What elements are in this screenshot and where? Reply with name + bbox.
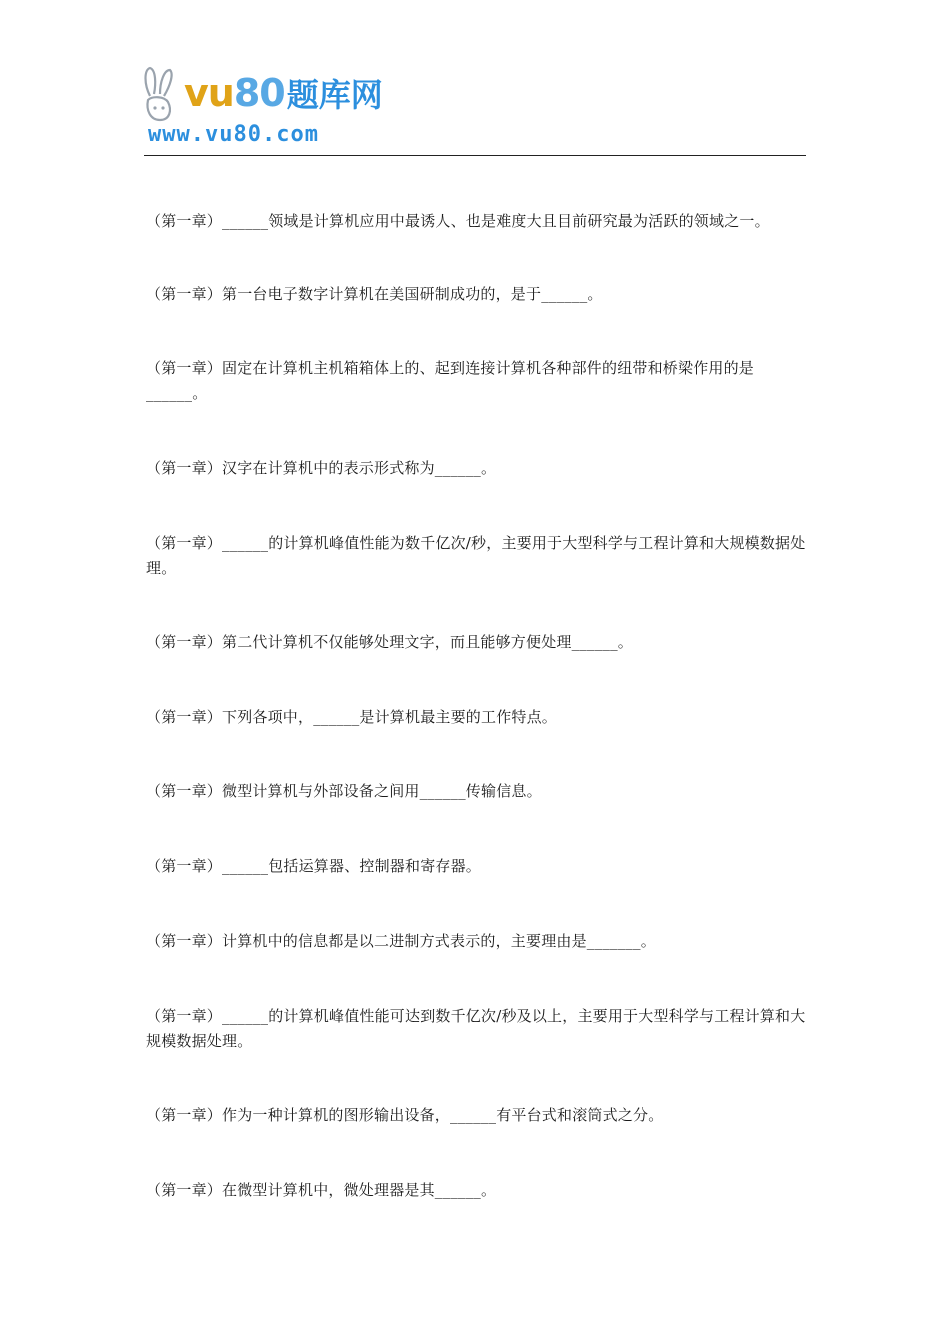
logo-wordmark — [184, 70, 383, 118]
logo-url[interactable]: www.vu80.com — [148, 122, 319, 147]
logo-chinese-name: 题库网 — [286, 76, 383, 114]
question-item: （第一章）______的计算机峰值性能可达到数千亿次/秒及以上，主要用于大型科学与工程计算和大规模数据处理。 — [146, 1007, 806, 1050]
logo-letter-v: v — [184, 71, 208, 115]
logo-letter-u: u — [207, 71, 234, 115]
logo-number: 80 — [233, 71, 285, 115]
question-item: （第一章）______领域是计算机应用中最诱人、也是难度大且目前研究最为活跃的领域之一。 — [146, 212, 770, 230]
question-item: （第一章）计算机中的信息都是以二进制方式表示的，主要理由是_______。 — [146, 932, 656, 950]
question-item: （第一章）第二代计算机不仅能够处理文字，而且能够方便处理______。 — [146, 633, 634, 651]
question-item: （第一章）下列各项中，______是计算机最主要的工作特点。 — [146, 708, 558, 726]
header-divider — [144, 155, 806, 156]
question-item: （第一章）第一台电子数字计算机在美国研制成功的，是于______。 — [146, 285, 603, 303]
question-item: （第一章）在微型计算机中，微处理器是其______。 — [146, 1181, 497, 1199]
question-item: （第一章）汉字在计算机中的表示形式称为______。 — [146, 459, 497, 477]
question-item: （第一章）作为一种计算机的图形输出设备，______有平台式和滚筒式之分。 — [146, 1106, 664, 1124]
question-item: （第一章）______包括运算器、控制器和寄存器。 — [146, 857, 482, 875]
question-item: （第一章）微型计算机与外部设备之间用______传输信息。 — [146, 782, 542, 800]
question-item: （第一章）固定在计算机主机箱箱体上的、起到连接计算机各种部件的纽带和桥梁作用的是______。 — [146, 359, 755, 402]
question-item: （第一章）______的计算机峰值性能为数千亿次/秒，主要用于大型科学与工程计算和大规模数据处理。 — [146, 534, 806, 577]
bunny-icon — [142, 66, 184, 124]
site-logo[interactable] — [140, 64, 400, 154]
